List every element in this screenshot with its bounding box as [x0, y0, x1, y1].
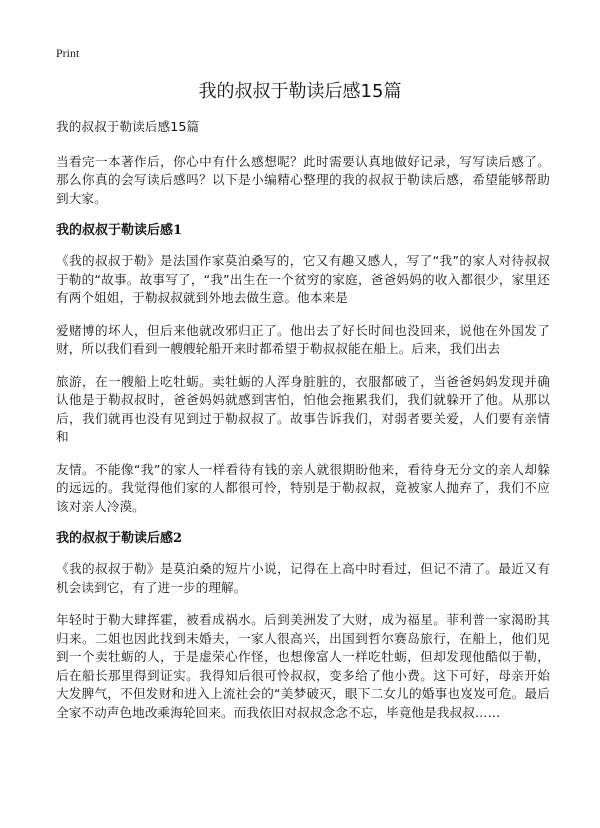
paragraph: 旅游，在一艘船上吃牡蛎。卖牡蛎的人浑身脏脏的，衣服都破了，当爸爸妈妈发现并确认他是于勒叔叔时，爸爸妈妈就感到害怕，怕他会拖累我们，我们就躲开了他。从那以后，我们就再也没有见到过于勒叔叔了。故事告诉我们，对弱者要关爱，人们要有亲情和: [56, 373, 550, 444]
document-title: 我的叔叔于勒读后感15篇: [198, 81, 402, 102]
paragraph: 《我的叔叔于勒》是莫泊桑的短片小说，记得在上高中时看过，但记不清了。最近又有机会读到它，有了进一步的理解。: [56, 561, 550, 595]
paragraph: 年轻时于勒大肆挥霍，被看成祸水。后到美洲发了大财，成为福星。菲利普一家渴盼其归来。二姐也因此找到未婚夫，一家人很高兴，出国到哲尔赛岛旅行，在船上，他们见到一个卖牡蛎的人，于是虚荣心作怪，也想像富人一样吃牡蛎，但却发现他酷似于勒，后在船长那里得到证实。我得知后很可怜叔叔，变多给了他小费。这下可好，母亲开始大发脾气，不但发财和进入上流社会的“美梦破灭，眼下二女儿的婚事也岌岌可危。最后全家不动声色地改乘海轮回来。而我依旧对叔叔念念不忘，毕竟他是我叔叔……: [56, 612, 550, 720]
section-heading: 我的叔叔于勒读后感2: [56, 531, 183, 546]
paragraph: 《我的叔叔于勒》是法国作家莫泊桑写的，它又有趣又感人，写了“我”的家人对待叔叔于勒的“故事。故事写了，“我”出生在一个贫穷的家庭，爸爸妈妈的收入都很少，家里还有两个姐姐，于勒叔叔就到外地去做生意。他本来是: [56, 253, 550, 305]
section-heading: 我的叔叔于勒读后感1: [56, 223, 183, 238]
section-2: [56, 530, 550, 722]
print-label[interactable]: Print: [56, 46, 80, 60]
subtitle: 我的叔叔于勒读后感15篇: [56, 119, 200, 134]
paragraph: 友情。不能像“我”的家人一样看待有钱的亲人就很期盼他来，看待身无分文的亲人却躲的远远的。我觉得他们家的人都很可怜，特别是于勒叔叔，竟被家人抛弃了，我们不应该对亲人冷漠。: [56, 461, 550, 514]
paragraph: 爱赌博的坏人，但后来他就改邪归正了。他出去了好长时间也没回来，说他在外国发了财，所以我们看到一艘艘轮船开来时都希望于勒叔叔能在船上。后来，我们出去: [56, 322, 550, 356]
intro-paragraph: 当看完一本著作后，你心中有什么感想呢？此时需要认真地做好记录，写写读后感了。那么你真的会写读后感吗？以下是小编精心整理的我的叔叔于勒读后感，希望能够帮助到大家。: [56, 153, 550, 206]
document-content: [56, 118, 550, 736]
section-1: [56, 222, 550, 516]
